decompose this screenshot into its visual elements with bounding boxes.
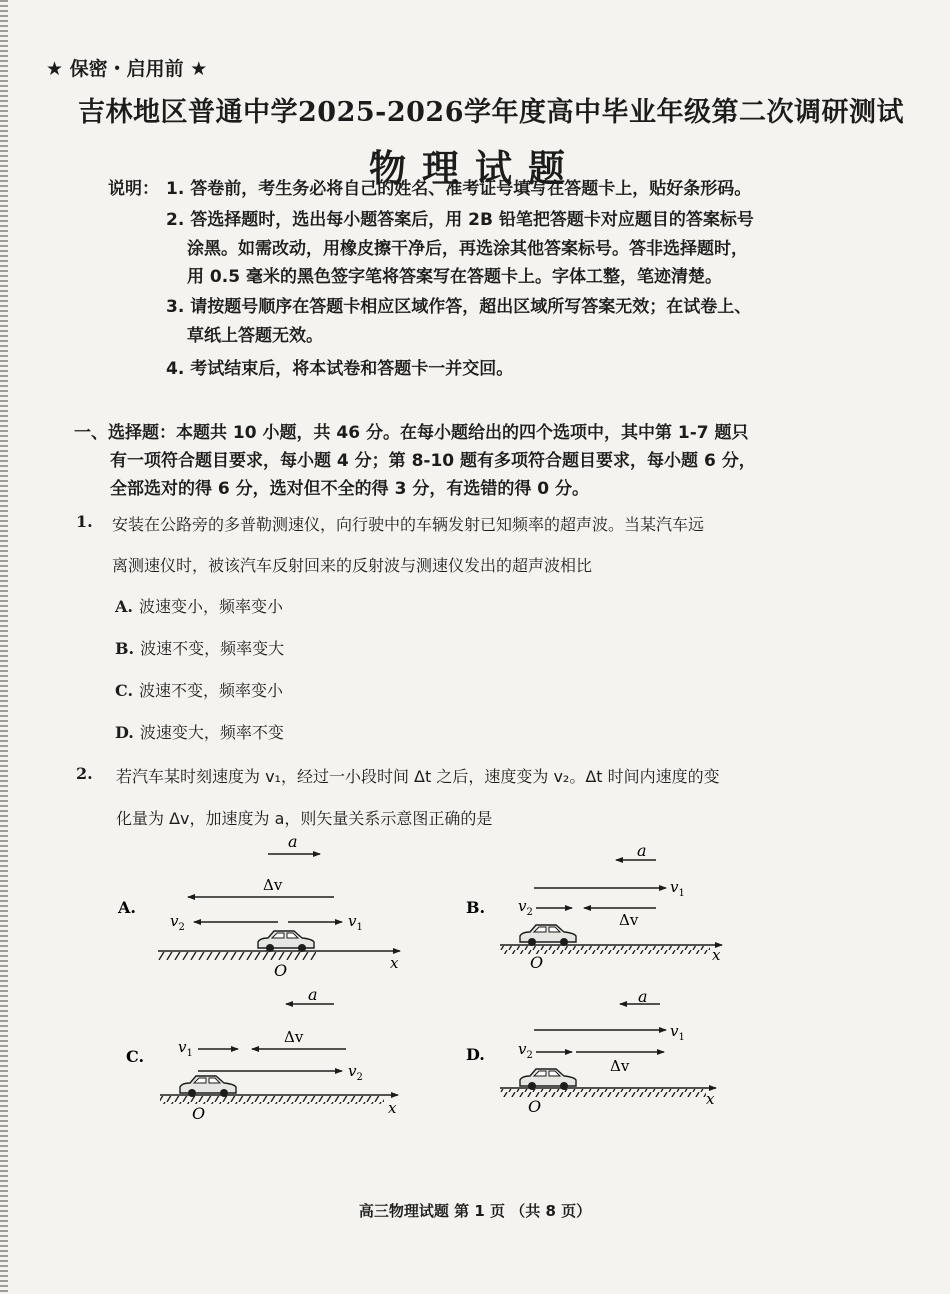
instruction-4: 4. 考试结束后，将本试卷和答题卡一并交回。 [166, 359, 514, 379]
option-text: 波速变大，频率不变 [139, 723, 284, 742]
q2-diagram-b[interactable] [460, 830, 730, 980]
option-text: 波速变小，频率变小 [138, 597, 283, 616]
car-icon [180, 1076, 236, 1097]
page-footer: 高三物理试题 第 1 页 （共 8 页） [358, 1202, 592, 1220]
acceleration-label: a [308, 985, 318, 1004]
origin-label: O [530, 953, 544, 972]
ground-hatch [500, 1089, 706, 1097]
instruction-2: 2. 答选择题时，选出每小题答案后，用 2B 铅笔把答题卡对应题目的答案标号 [166, 210, 754, 230]
diagram-label: D. [466, 1045, 485, 1064]
v1-label: $v_1$ [670, 1022, 685, 1043]
option-letter: A. [115, 597, 133, 616]
q2-number: 2. [76, 764, 93, 783]
origin-label: O [192, 1104, 206, 1123]
option-letter: C. [115, 681, 134, 700]
option-letter: B. [115, 639, 135, 658]
car-icon [258, 931, 314, 952]
q1-option-d[interactable] [115, 720, 284, 743]
q1-option-a[interactable] [115, 594, 283, 617]
confidential-mark: ★ 保密・启用前 ★ [46, 58, 208, 80]
section-1-line-2: 有一项符合题目要求，每小题 4 分；第 8-10 题有多项符合题目要求，每小题 6 分， [110, 451, 756, 471]
car-icon [520, 925, 576, 946]
q2-line-1: 若汽车某时刻速度为 v₁，经过一小段时间 Δt 之后，速度变为 v₂。Δt 时间内速度的变 [116, 767, 720, 786]
x-label: x [712, 946, 721, 964]
v2-label: $v_2$ [170, 912, 185, 933]
instruction-2-cont2: 用 0.5 毫米的黑色签字笔将答案写在答题卡上。字体工整，笔迹清楚。 [187, 267, 722, 287]
q1-line-2: 离测速仪时，被该汽车反射回来的反射波与测速仪发出的超声波相比 [112, 556, 593, 575]
q1-line-1: 安装在公路旁的多普勒测速仪，向行驶中的车辆发射已知频率的超声波。当某汽车远 [112, 515, 705, 534]
x-label: x [390, 954, 399, 972]
diagram-label: B. [466, 898, 486, 917]
acceleration-label: a [288, 832, 298, 851]
ground-hatch [158, 952, 316, 960]
q1-number: 1. [76, 512, 93, 531]
instruction-2-cont: 涂黑。如需改动，用橡皮擦干净后，再选涂其他答案标号。答非选择题时， [187, 239, 748, 259]
q2-diagram-a[interactable] [110, 830, 410, 980]
v1-label: $v_1$ [178, 1038, 193, 1059]
q2-diagram-c[interactable] [110, 982, 410, 1132]
delta-v-label: Δv [284, 1028, 304, 1046]
subject-title: 物理试题 [369, 146, 581, 190]
x-label: x [706, 1090, 715, 1108]
acceleration-label: a [637, 841, 647, 860]
section-1-line-3: 全部选对的得 6 分，选对但不全的得 3 分，有选错的得 0 分。 [110, 479, 589, 499]
q2-line-2: 化量为 Δv，加速度为 a，则矢量关系示意图正确的是 [116, 809, 493, 828]
section-1-line-1: 一、选择题：本题共 10 小题，共 46 分。在每小题给出的四个选项中，其中第 1-7 题只 [74, 423, 749, 443]
v1-label: $v_1$ [348, 912, 363, 933]
instruction-3-cont: 草纸上答题无效。 [187, 326, 323, 346]
origin-label: O [528, 1097, 542, 1116]
delta-v-label: Δv [263, 876, 283, 894]
option-letter: D. [115, 723, 134, 742]
diagram-label: C. [126, 1047, 145, 1066]
v1-label: $v_1$ [670, 878, 685, 899]
q2-diagram-d[interactable] [460, 982, 730, 1132]
v2-label: $v_2$ [348, 1062, 363, 1083]
q1-option-c[interactable] [115, 678, 283, 701]
instruction-1: 1. 答卷前，考生务必将自己的姓名、准考证号填写在答题卡上，贴好条形码。 [166, 179, 752, 199]
car-icon [520, 1069, 576, 1090]
option-text: 波速不变，频率变大 [140, 639, 285, 658]
instruction-3: 3. 请按题号顺序在答题卡相应区域作答，超出区域所写答案无效；在试卷上、 [166, 297, 752, 317]
acceleration-label: a [638, 987, 648, 1006]
x-label: x [388, 1099, 397, 1117]
delta-v-label: Δv [619, 911, 639, 929]
diagram-label: A. [118, 898, 136, 917]
exam-title: 吉林地区普通中学2025-2026学年度高中毕业年级第二次调研测试 [78, 97, 904, 128]
scan-edge [0, 0, 8, 1294]
v2-label: $v_2$ [518, 897, 533, 918]
origin-label: O [274, 961, 288, 980]
ground-hatch [160, 1096, 384, 1104]
option-text: 波速不变，频率变小 [139, 681, 284, 700]
instructions-label: 说明： [108, 179, 159, 199]
v2-label: $v_2$ [518, 1040, 533, 1061]
q1-option-b[interactable] [115, 636, 284, 659]
delta-v-label: Δv [610, 1057, 630, 1075]
